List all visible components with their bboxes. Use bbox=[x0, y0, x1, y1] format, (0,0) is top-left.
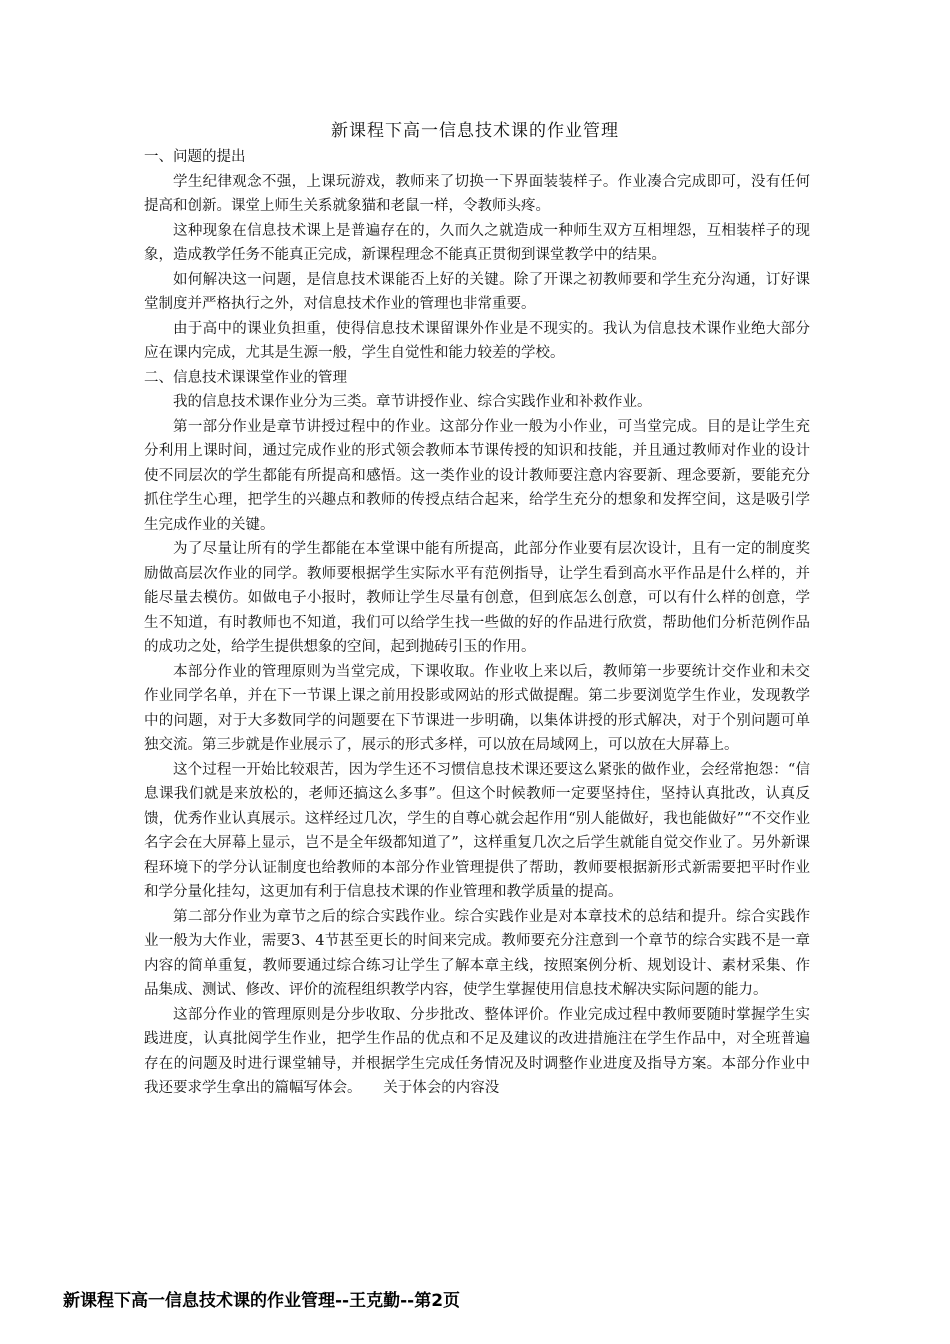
paragraph: 第一部分作业是章节讲授过程中的作业。这部分作业一般为小作业，可当堂完成。目的是让学生充分利用上课时间，通过完成作业的形式领会教师本节课传授的知识和技能，并且通过教师对作业的设计使不同层次的学生都能有所提高和感悟。这一类作业的设计教师要注意内容要新、理念要新，要能充分抓住学生心理，把学生的兴趣点和教师的传授点结合起来，给学生充分的想象和发挥空间，这是吸引学生完成作业的关键。 bbox=[144, 418, 810, 533]
paragraph: 这个过程一开始比较艰苦，因为学生还不习惯信息技术课还要这么紧张的做作业，会经常抱怨：“信息课我们就是来放松的，老师还搞这么多事”。但这个时候教师一定要坚持住，坚持认真批改，认真反馈，优秀作业认真展示。这样经过几次，学生的自尊心就会起作用“别人能做好，我也能做好”“不交作业名字会在大屏幕上显示，岂不是全年级都知道了”，这样重复几次之后学生就能自觉交作业了。另外新课程环境下的学分认证制度也给教师的本部分作业管理提供了帮助，教师要根据新形式新需要把平时作业和学分量化挂勾，这更加有利于信息技术课的作业管理和教学质量的提高。 bbox=[144, 761, 810, 900]
paragraph: 为了尽量让所有的学生都能在本堂课中能有所提高，此部分作业要有层次设计，且有一定的制度奖励做高层次作业的同学。教师要根据学生实际水平有范例指导，让学生看到高水平作品是什么样的，并能尽量去模仿。如做电子小报时，教师让学生尽量有创意，但到底怎么创意，可以有什么样的创意，学生不知道，有时教师也不知道，我们可以给学生找一些做的好的作品进行欣赏，帮助他们分析范例作品的成功之处，给学生提供想象的空间，起到抛砖引玉的作用。 bbox=[144, 541, 810, 655]
document-body bbox=[144, 145, 810, 1101]
paragraph: 我的信息技术课作业分为三类。章节讲授作业、综合实践作业和补救作业。 bbox=[173, 394, 652, 410]
section-heading: 一、问题的提出 bbox=[144, 149, 246, 165]
document-title: 新课程下高一信息技术课的作业管理 bbox=[331, 121, 619, 141]
paragraph: 这部分作业的管理原则是分步收取、分步批改、整体评价。作业完成过程中教师要随时掌握学生实践进度，认真批阅学生作业，把学生作品的优点和不足及建议的改进措施注在学生作品中，对全班普遍存在的问题及时进行课堂辅导，并根据学生完成任务情况及时调整作业进度及指导方案。本部分作业中我还要求学生拿出的篇幅写体会。 关于体会的内容没 bbox=[144, 1006, 810, 1096]
page-footer: 新课程下高一信息技术课的作业管理--王克勤--第2页 bbox=[63, 1291, 461, 1311]
paragraph: 由于高中的课业负担重，使得信息技术课留课外作业是不现实的。我认为信息技术课作业绝大部分应在课内完成，尤其是生源一般，学生自觉性和能力较差的学校。 bbox=[144, 320, 810, 361]
paragraph: 本部分作业的管理原则为当堂完成，下课收取。作业收上来以后，教师第一步要统计交作业和未交作业同学名单，并在下一节课上课之前用投影或网站的形式做提醒。第二步要浏览学生作业，发现教学中的问题，对于大多数同学的问题要在下节课进一步明确，以集体讲授的形式解决，对于个别问题可单独交流。第三步就是作业展示了，展示的形式多样，可以放在局域网上，可以放在大屏幕上。 bbox=[144, 663, 810, 753]
paragraph: 学生纪律观念不强，上课玩游戏，教师来了切换一下界面装装样子。作业凑合完成即可，没有任何提高和创新。课堂上师生关系就象猫和老鼠一样，令教师头疼。 bbox=[144, 173, 810, 214]
paragraph: 第二部分作业为章节之后的综合实践作业。综合实践作业是对本章技术的总结和提升。综合实践作业一般为大作业，需要3、4节甚至更长的时间来完成。教师要充分注意到一个章节的综合实践不是一章内容的简单重复，教师要通过综合练习让学生了解本章主线，按照案例分析、规划设计、素材采集、作品集成、测试、修改、评价的流程组织教学内容，使学生掌握使用信息技术解决实际问题的能力。 bbox=[144, 908, 810, 998]
paragraph: 这种现象在信息技术课上是普遍存在的，久而久之就造成一种师生双方互相埋怨，互相装样子的现象，造成教学任务不能真正完成，新课程理念不能真正贯彻到课堂教学中的结果。 bbox=[144, 222, 810, 263]
section-heading: 二、信息技术课课堂作业的管理 bbox=[144, 369, 347, 386]
paragraph: 如何解决这一问题，是信息技术课能否上好的关键。除了开课之初教师要和学生充分沟通，订好课堂制度并严格执行之外，对信息技术作业的管理也非常重要。 bbox=[144, 271, 810, 312]
